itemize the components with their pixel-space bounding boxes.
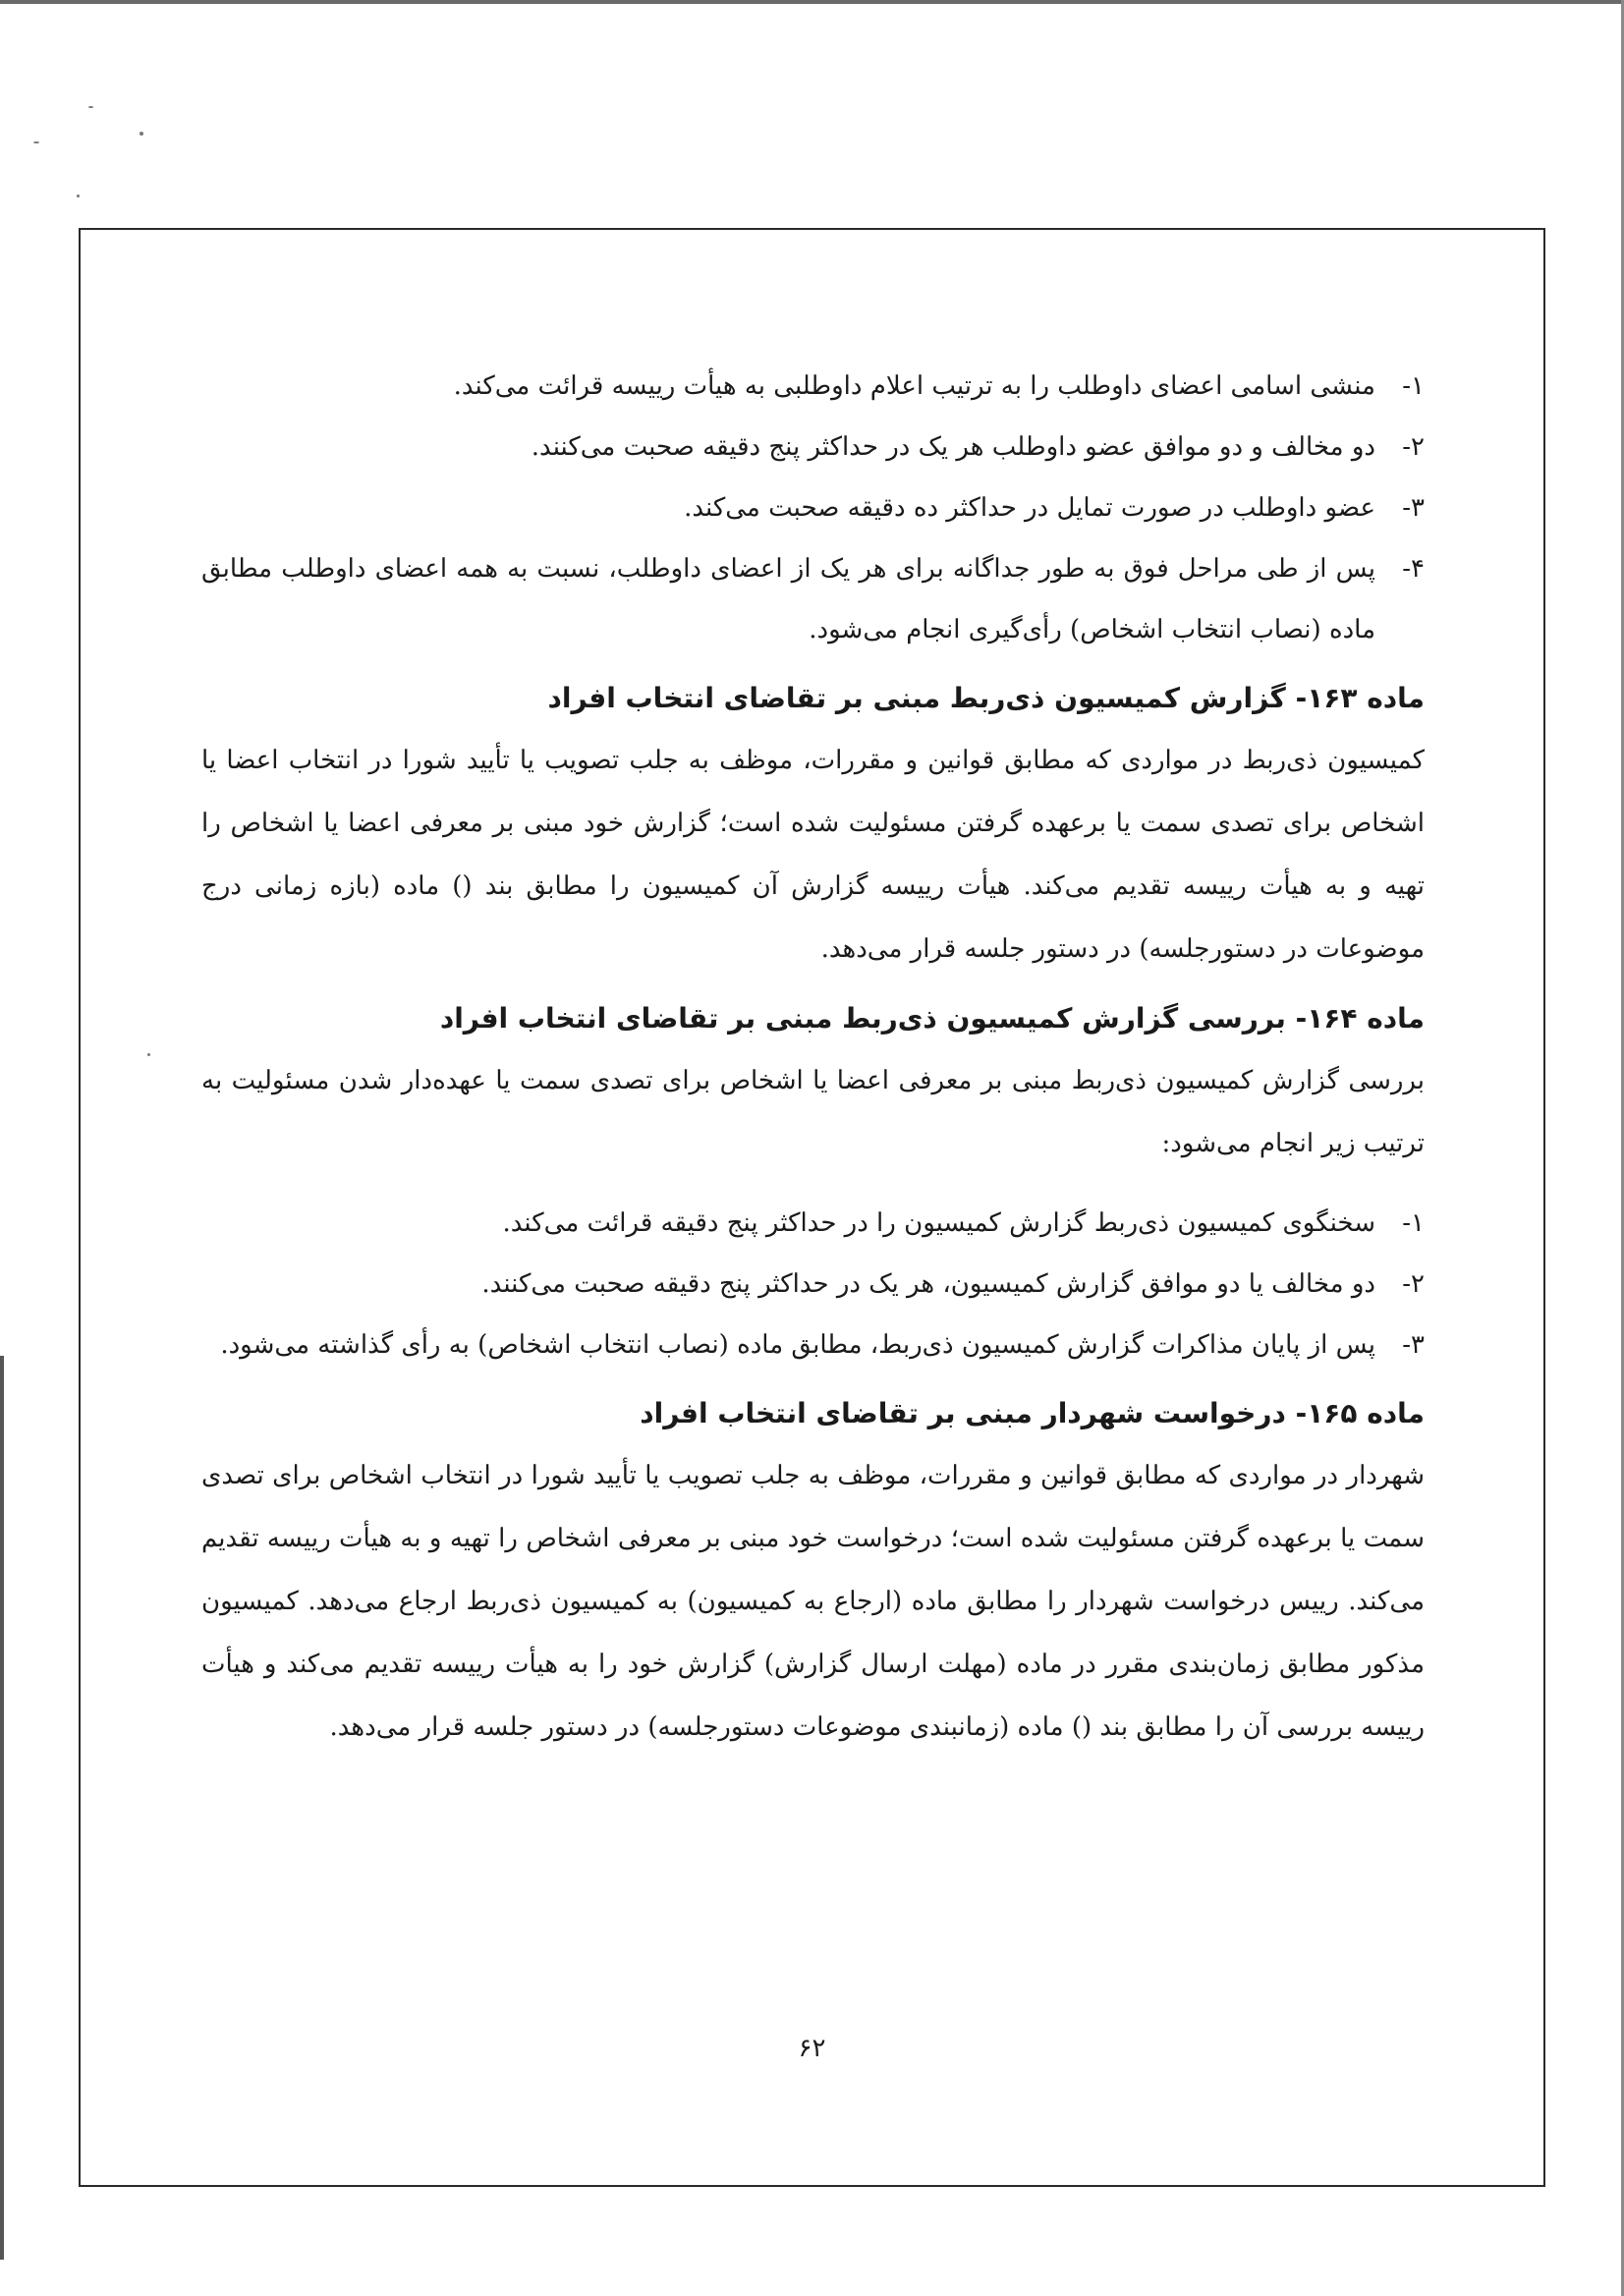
scan-speck (33, 141, 39, 143)
article-164-body: بررسی گزارش کمیسیون ذی‌ربط مبنی بر معرفی اعضا یا اشخاص برای تصدی سمت یا عهده‌دار شدن مسئولیت به ترتیب زیر انجام می‌شود: (201, 1066, 1425, 1158)
list-number: ۳- (1402, 1330, 1425, 1360)
list-item (201, 1193, 1425, 1254)
list-number: ۲- (1402, 432, 1425, 462)
list-text: دو مخالف یا دو موافق گزارش کمیسیون، هر یک در حداکثر پنج دقیقه صحبت می‌کنند. (481, 1269, 1375, 1299)
list-item (201, 417, 1425, 477)
list-item (201, 1254, 1425, 1315)
list-number: ۴- (1402, 554, 1425, 584)
list-item (201, 356, 1425, 417)
list-number: ۱- (1402, 1208, 1425, 1238)
list-item (201, 477, 1425, 538)
article-164-heading: ماده ۱۶۴- بررسی گزارش کمیسیون ذی‌ربط مبنی بر تقاضای انتخاب افراد (439, 1002, 1425, 1035)
list-item (201, 1315, 1425, 1375)
list-number: ۳- (1402, 493, 1425, 523)
list-text: پس از پایان مذاکرات گزارش کمیسیون ذی‌ربط، مطابق ماده (نصاب انتخاب اشخاص) به رأی گذاشته می‌شود. (220, 1330, 1375, 1360)
list-number: ۲- (1402, 1269, 1425, 1299)
page-number: ۶۲ (798, 2034, 826, 2063)
list-text: دو مخالف و دو موافق عضو داوطلب هر یک در حداکثر پنج دقیقه صحبت می‌کنند. (531, 432, 1375, 462)
list-text: پس از طی مراحل فوق به طور جداگانه برای هر یک از اعضای داوطلب، نسبت به همه اعضای داوطلب مطابق ماده (نصاب انتخاب اشخاص) رأی‌گیری انجام می‌شود. (201, 554, 1375, 644)
list-text: عضو داوطلب در صورت تمایل در حداکثر ده دقیقه صحبت می‌کند. (684, 493, 1375, 523)
article-165-body: شهردار در مواردی که مطابق قوانین و مقررات، موظف به جلب تصویب یا تأیید شورا در انتخاب اشخاص برای تصدی سمت یا برعهده گرفتن مسئولیت شده است؛ درخواست خود مبنی بر معرفی اشخاص را تهیه و به هیأت رییسه تقدیم می‌کند. رییس درخواست شهردار را مطابق ماده (ارجاع به کمیسیون) به کمیسیون ذی‌ربط ارجاع می‌دهد. کمیسیون مذکور مطابق زمان‌بندی مقرر در ماده (مهلت ارسال گزارش) گزارش خود را به هیأت رییسه تقدیم می‌کند و هیأت رییسه بررسی آن را مطابق بند () ماده (زمانبندی موضوعات دستورجلسه) در دستور جلسه قرار می‌دهد. (201, 1461, 1425, 1742)
spacer (201, 1175, 1425, 1193)
article-163-heading: ماده ۱۶۳- گزارش کمیسیون ذی‌ربط مبنی بر تقاضای انتخاب افراد (547, 682, 1425, 714)
scan-speck (77, 195, 80, 197)
scan-edge-left (0, 1356, 4, 2260)
scan-speck (140, 132, 143, 136)
scan-edge-top (0, 0, 1624, 4)
scan-speck (88, 106, 93, 108)
list-number: ۱- (1402, 371, 1425, 401)
page-content (201, 356, 1425, 1759)
list-text: سخنگوی کمیسیون ذی‌ربط گزارش کمیسیون را در حداکثر پنج دقیقه قرائت می‌کند. (502, 1208, 1375, 1238)
list-text: منشی اسامی اعضای داوطلب را به ترتیب اعلام داوطلبی به هیأت رییسه قرائت می‌کند. (453, 371, 1375, 401)
list-item (201, 538, 1425, 660)
article-165-heading: ماده ۱۶۵- درخواست شهردار مبنی بر تقاضای انتخاب افراد (640, 1397, 1425, 1429)
article-163-body: کمیسیون ذی‌ربط در مواردی که مطابق قوانین و مقررات، موظف به جلب تصویب یا تأیید شورا در انتخاب اعضا یا اشخاص برای تصدی سمت یا برعهده گرفتن مسئولیت شده است؛ گزارش خود مبنی بر معرفی اعضا یا اشخاص را تهیه و به هیأت رییسه تقدیم می‌کند. هیأت رییسه گزارش آن کمیسیون را مطابق بند () ماده (بازه زمانی درج موضوعات در دستورجلسه) در دستور جلسه قرار می‌دهد. (201, 746, 1425, 964)
